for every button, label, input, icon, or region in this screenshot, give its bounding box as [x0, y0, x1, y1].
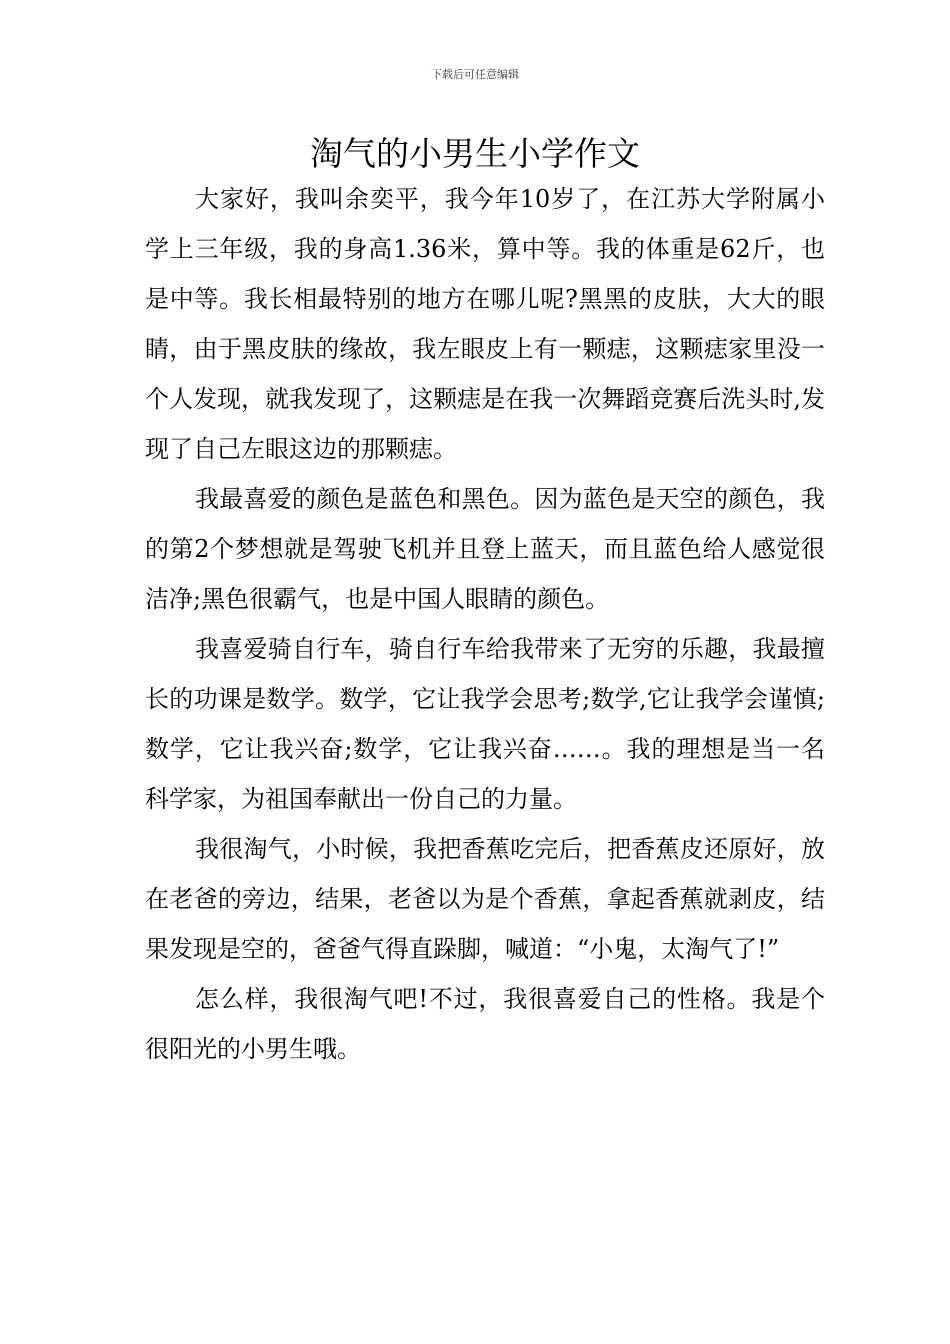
- paragraph-2: 我最喜爱的颜色是蓝色和黑色。因为蓝色是天空的颜色，我的第2个梦想就是驾驶飞机并且登上蓝天，而且蓝色给人感觉很洁净;黑色很霸气，也是中国人眼睛的颜色。: [145, 485, 825, 613]
- document-title: 淘气的小男生小学作文: [310, 134, 640, 173]
- document-body: [145, 174, 825, 1074]
- paragraph-4: 我很淘气，小时候，我把香蕉吃完后，把香蕉皮还原好，放在老爸的旁边，结果，老爸以为是个香蕉，拿起香蕉就剥皮，结果发现是空的，爸爸气得直跺脚，喊道：“小鬼，太淘气了!”: [145, 835, 825, 963]
- paragraph-1: 大家好，我叫余奕平，我今年10岁了，在江苏大学附属小学上三年级，我的身高1.36米，算中等。我的体重是62斤，也是中等。我长相最特别的地方在哪儿呢?黑黑的皮肤，大大的眼睛，由于黑皮肤的缘故，我左眼皮上有一颗痣，这颗痣家里没一个人发现，就我发现了，这颗痣是在我一次舞蹈竞赛后洗头时,发现了自己左眼这边的那颗痣。: [145, 185, 825, 463]
- paragraph-3: 我喜爱骑自行车，骑自行车给我带来了无穷的乐趣，我最擅长的功课是数学。数学，它让我学会思考;数学,它让我学会谨慎;数学，它让我兴奋;数学，它让我兴奋……。我的理想是当一名科学家，为祖国奉献出一份自己的力量。: [145, 635, 825, 813]
- header-note: 下载后可任意编辑: [431, 68, 519, 81]
- paragraph-5: 怎么样，我很淘气吧!不过，我很喜爱自己的性格。我是个很阳光的小男生哦。: [145, 985, 825, 1063]
